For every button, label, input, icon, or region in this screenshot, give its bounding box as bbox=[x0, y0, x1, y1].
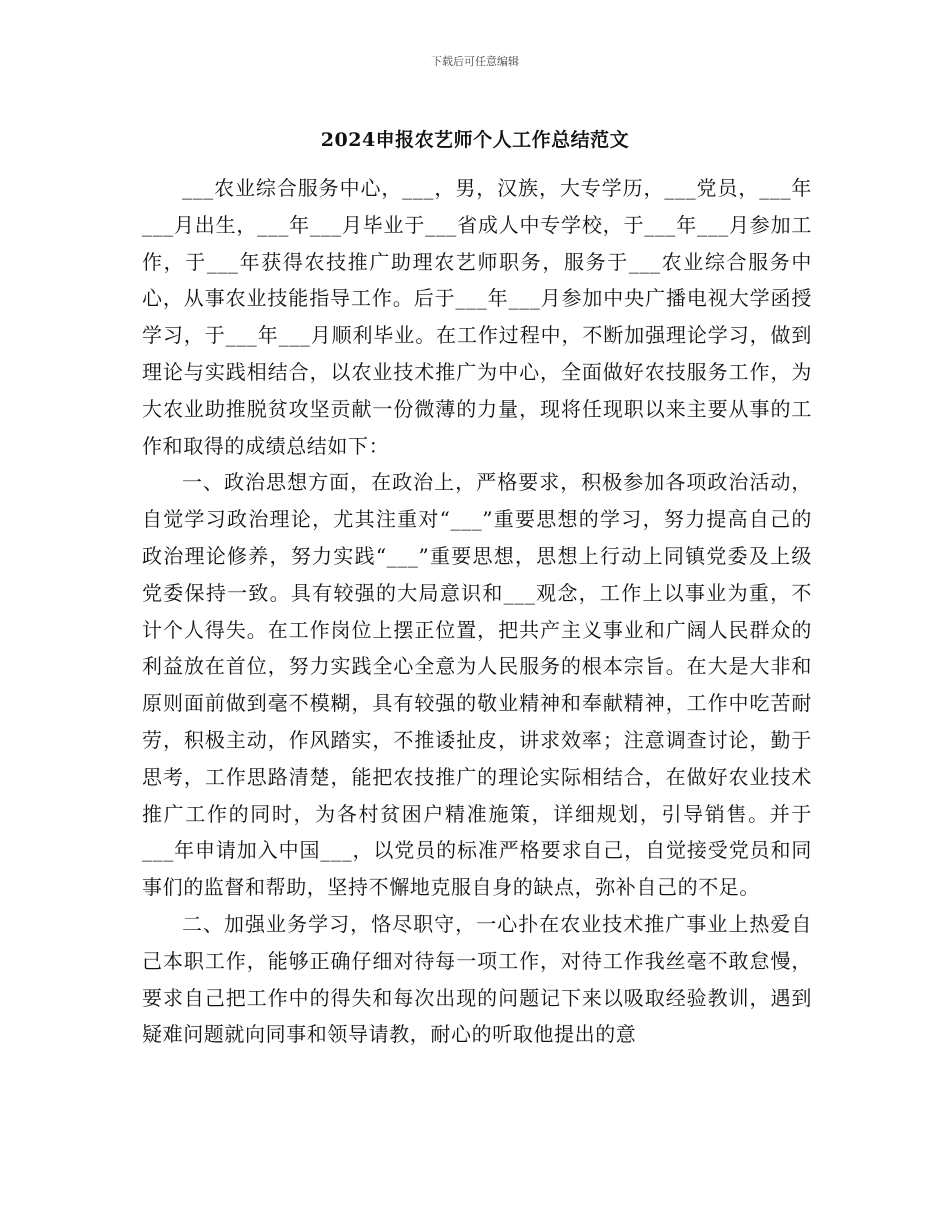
paragraph-political: 一、政治思想方面，在政治上，严格要求，积极参加各项政治活动，自觉学习政治理论，尤其注重对“___”重要思想的学习，努力提高自己的政治理论修养，努力实践“___”重要思想，思想上行动上同镇党委及上级党委保持一致。具有较强的大局意识和___观念，工作上以事业为重，不计个人得失。在工作岗位上摆正位置，把共产主义事业和广阔人民群众的利益放在首位，努力实践全心全意为人民服务的根本宗旨。在大是大非和原则面前做到毫不模糊，具有较强的敬业精神和奉献精神，工作中吃苦耐劳，积极主动，作风踏实，不推诿扯皮，讲求效率；注意调查讨论，勤于思考，工作思路清楚，能把农技推广的理论实际相结合，在做好农业技术推广工作的同时，为各村贫困户精准施策，详细规划，引导销售。并于___年申请加入中国___，以党员的标准严格要求自己，自觉接受党员和同事们的监督和帮助，坚持不懈地克服自身的缺点，弥补自己的不足。 bbox=[142, 470, 812, 900]
page-header: 下载后可任意编辑 bbox=[431, 55, 519, 68]
paragraph-professional: 二、加强业务学习，恪尽职守，一心扑在农业技术推广事业上热爱自己本职工作，能够正确仔细对待每一项工作，对待工作我丝毫不敢怠慢，要求自己把工作中的得失和每次出现的问题记下来以吸取经验教训，遇到疑难问题就向同事和领导请教，耐心的听取他提出的意 bbox=[142, 911, 812, 1047]
document-body bbox=[142, 170, 812, 1053]
document-title: 2024申报农艺师个人工作总结范文 bbox=[320, 129, 630, 151]
paragraph-intro: ___农业综合服务中心，___，男，汉族，大专学历，___党员，___年___月出生，___年___月毕业于___省成人中专学校，于___年___月参加工作，于___年获得农技推广助理农艺师职务，服务于___农业综合服务中心，从事农业技能指导工作。后于___年___月参加中央广播电视大学函授学习，于___年___月顺利毕业。在工作过程中，不断加强理论学习，做到理论与实践相结合，以农业技术推广为中心，全面做好农技服务工作，为大农业助推脱贫攻坚贡献一份微薄的力量，现将任现职以来主要从事的工作和取得的成绩总结如下： bbox=[142, 176, 812, 458]
